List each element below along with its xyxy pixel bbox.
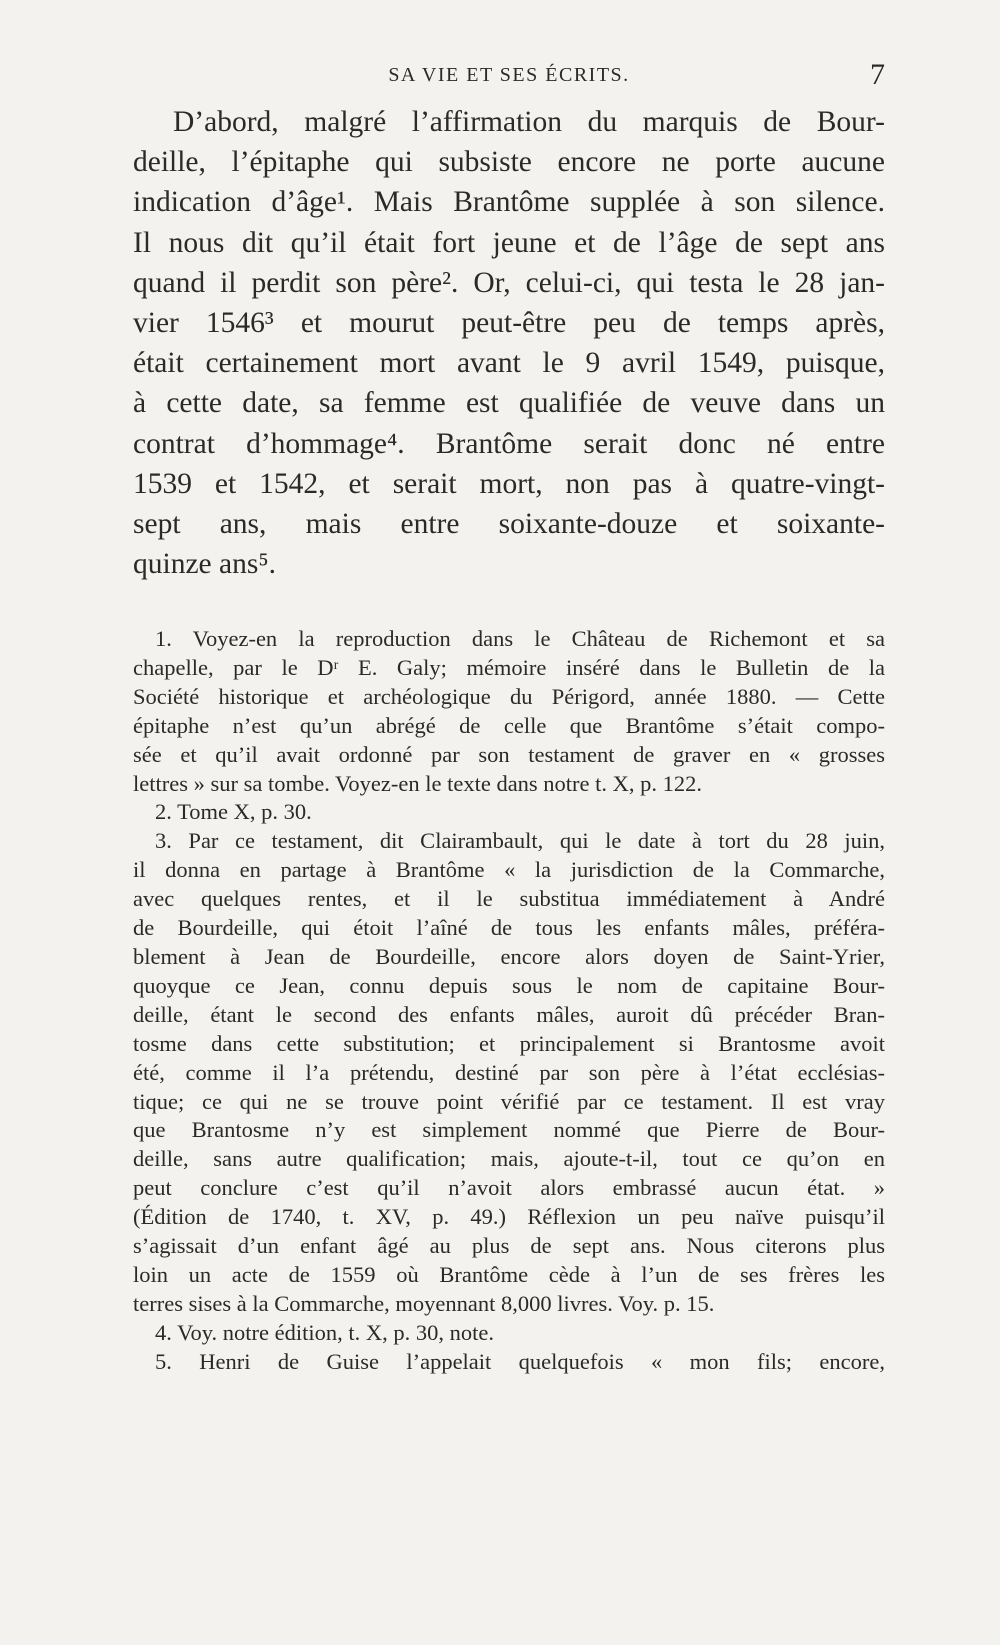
- footnote-line: 5. Henri de Guise l’appelait quelquefois « mon fils; encore,: [155, 1348, 885, 1374]
- main-line: contrat d’hommage⁴. Brantôme serait donc né entre: [133, 427, 885, 460]
- footnote-line: 2. Tome X, p. 30.: [155, 799, 312, 825]
- footnote-line: que Brantosme n’y est simplement nommé que Pierre de Bour-: [133, 1117, 885, 1143]
- footnote-line: Société historique et archéologique du Périgord, année 1880. — Cette: [133, 683, 885, 709]
- main-line: quinze ans⁵.: [133, 548, 276, 581]
- footnote-line: blement à Jean de Bourdeille, encore alors doyen de Saint-Yrier,: [133, 943, 885, 969]
- footnote-line: quoyque ce Jean, connu depuis sous le nom de capitaine Bour-: [133, 972, 885, 998]
- main-line: à cette date, sa femme est qualifiée de veuve dans un: [133, 387, 885, 420]
- footnote-line: épitaphe n’est qu’un abrégé de celle que Brantôme s’était compo-: [133, 712, 885, 738]
- footnote-line: chapelle, par le Dʳ E. Galy; mémoire inséré dans le Bulletin de la: [133, 654, 885, 680]
- footnote-line: lettres » sur sa tombe. Voyez-en le texte dans notre t. X, p. 122.: [133, 770, 703, 796]
- footnote-line: sée et qu’il avait ordonné par son testament de graver en « grosses: [133, 741, 885, 767]
- main-line: quand il perdit son père². Or, celui-ci, qui testa le 28 jan-: [133, 266, 885, 299]
- main-line: était certainement mort avant le 9 avril 1549, puisque,: [133, 347, 885, 380]
- footnote-line: (Édition de 1740, t. XV, p. 49.) Réflexion un peu naïve puisqu’il: [133, 1204, 885, 1230]
- main-line: sept ans, mais entre soixante-douze et soixante-: [133, 508, 885, 541]
- running-head: [133, 58, 885, 92]
- footnote-3: [133, 827, 885, 1318]
- footnotes: [133, 625, 885, 1377]
- footnote-line: peut conclure c’est qu’il n’avoit alors embrassé aucun état. »: [133, 1175, 885, 1201]
- main-line: D’abord, malgré l’affirmation du marquis de Bour-: [173, 106, 885, 138]
- footnote-1: [133, 625, 885, 798]
- running-title: SA VIE ET SES ÉCRITS.: [388, 64, 630, 86]
- footnote-5: [133, 1348, 885, 1377]
- footnote-line: de Bourdeille, qui étoit l’aîné de tous les enfants mâles, préféra-: [133, 915, 885, 941]
- footnote-line: loin un acte de 1559 où Brantôme cède à l’un de ses frères les: [133, 1261, 885, 1287]
- footnote-line: terres sises à la Commarche, moyennant 8,000 livres. Voy. p. 15.: [133, 1290, 715, 1316]
- main-line: Il nous dit qu’il était fort jeune et de l’âge de sept ans: [133, 226, 885, 259]
- footnote-line: 3. Par ce testament, dit Clairambault, qui le date à tort du 28 juin,: [155, 828, 885, 854]
- footnote-line: s’agissait d’un enfant âgé au plus de sept ans. Nous citerons plus: [133, 1233, 885, 1259]
- footnote-line: deille, sans autre qualification; mais, ajoute-t-il, tout ce qu’on en: [133, 1146, 885, 1172]
- main-paragraph: [133, 102, 885, 584]
- footnote-line: été, comme il l’a prétendu, destiné par son père à l’état ecclésias-: [133, 1059, 885, 1085]
- main-line: vier 1546³ et mourut peut-être peu de temps après,: [133, 307, 885, 340]
- footnote-line: il donna en partage à Brantôme « la jurisdiction de la Commarche,: [133, 857, 885, 883]
- main-line: indication d’âge¹. Mais Brantôme supplée à son silence.: [133, 186, 885, 219]
- footnote-line: 1. Voyez-en la reproduction dans le Château de Richemont et sa: [155, 626, 885, 651]
- main-line: 1539 et 1542, et serait mort, non pas à quatre-vingt-: [133, 467, 885, 500]
- footnote-4: [133, 1319, 885, 1348]
- footnote-line: 4. Voy. notre édition, t. X, p. 30, note.: [155, 1319, 494, 1345]
- footnote-line: deille, étant le second des enfants mâles, auroit dû précéder Bran-: [133, 1001, 885, 1027]
- footnote-line: tosme dans cette substitution; et principalement si Brantosme avoit: [133, 1030, 885, 1056]
- footnote-line: avec quelques rentes, et il le substitua immédiatement à André: [133, 886, 885, 912]
- footnote-line: tique; ce qui ne se trouve point vérifié par ce testament. Il est vray: [133, 1088, 885, 1114]
- main-line: deille, l’épitaphe qui subsiste encore ne porte aucune: [133, 146, 885, 179]
- footnote-2: [133, 798, 885, 827]
- page-number: 7: [870, 58, 885, 91]
